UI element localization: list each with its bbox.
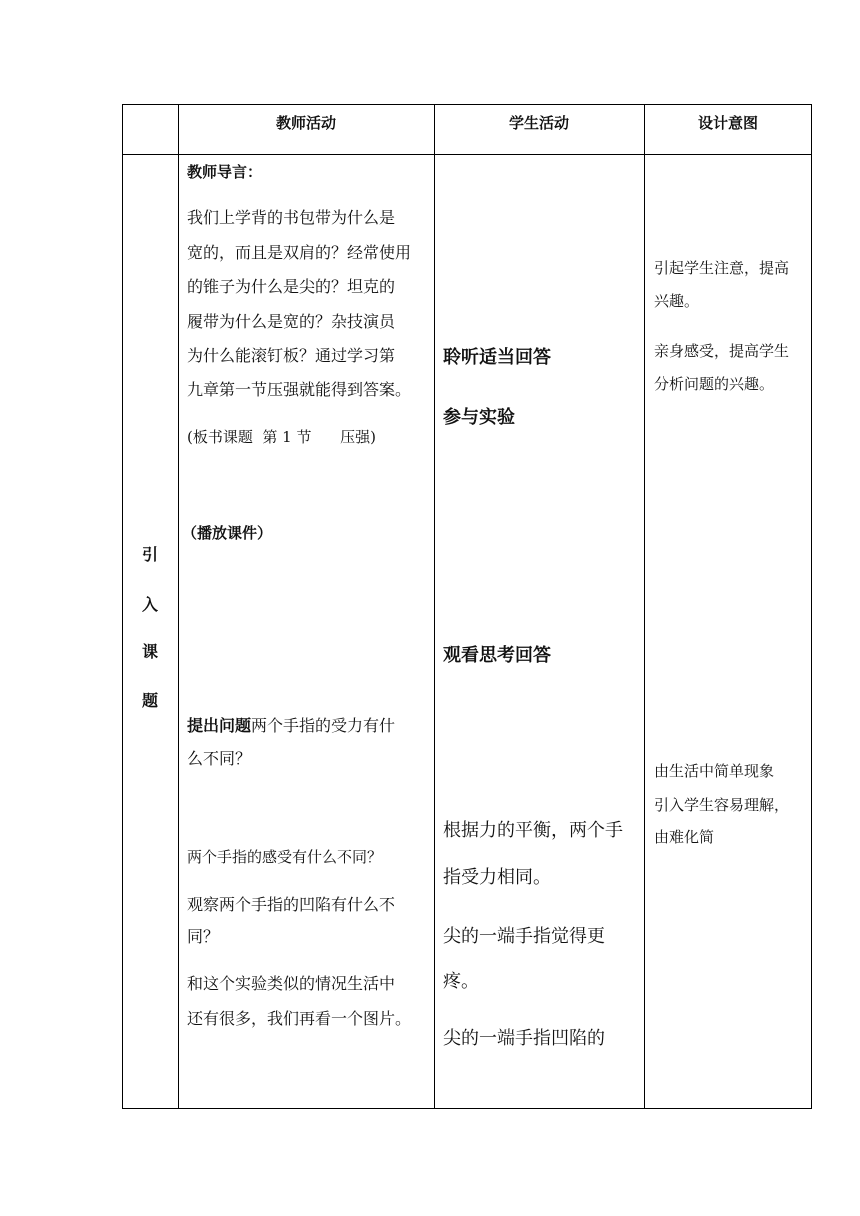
similar-text: 和这个实验类似的情况生活中 xyxy=(187,974,396,993)
column-divider xyxy=(178,104,179,1109)
intro-line: 为什么能滚钉板？通过学习第 xyxy=(187,346,396,365)
design-note: 引起学生注意，提高 xyxy=(654,259,790,277)
column-divider xyxy=(644,104,645,1109)
intro-line: 的锥子为什么是尖的？坦克的 xyxy=(187,277,396,296)
question-text: 两个手指的受力有什 xyxy=(251,716,396,735)
header-design: 设计意图 xyxy=(697,114,758,132)
intro-line: 履带为什么是宽的？杂技演员 xyxy=(187,312,396,331)
design-note: 兴趣。 xyxy=(654,292,700,310)
question-line xyxy=(187,709,395,743)
observe-question: 观察两个手指的凹陷有什么不 xyxy=(187,895,396,914)
design-note: 亲身感受，提高学生 xyxy=(654,342,790,360)
row-label-char: 入 xyxy=(141,595,158,614)
question-line-2: 么不同？ xyxy=(187,749,252,768)
student-answer: 尖的一端手指觉得更 xyxy=(443,926,605,947)
student-join: 参与实验 xyxy=(443,407,515,428)
student-answer: 疼。 xyxy=(443,971,479,992)
question-label: 提出问题 xyxy=(187,716,252,735)
design-note: 由难化简 xyxy=(654,828,715,846)
header-student: 学生活动 xyxy=(508,114,569,132)
play-courseware: （播放课件） xyxy=(182,524,273,542)
student-answer: 指受力相同。 xyxy=(443,867,551,888)
intro-line: 九章第一节压强就能得到答案。 xyxy=(187,380,412,399)
design-note: 由生活中简单现象 xyxy=(654,762,775,780)
intro-line: 我们上学背的书包带为什么是 xyxy=(187,208,396,227)
row-label-char: 题 xyxy=(141,691,158,710)
student-listen: 聆听适当回答 xyxy=(443,347,551,368)
similar-text-2: 还有很多，我们再看一个图片。 xyxy=(187,1009,412,1028)
student-answer: 尖的一端手指凹陷的 xyxy=(443,1028,605,1049)
intro-title: 教师导言： xyxy=(187,163,263,181)
observe-question-2: 同？ xyxy=(187,927,220,946)
board-title: (板书课题 第 1 节 压强) xyxy=(187,428,376,446)
row-label-char: 课 xyxy=(141,642,158,661)
feel-question: 两个手指的感受有什么不同？ xyxy=(187,848,383,866)
column-divider xyxy=(434,104,435,1109)
design-note: 引入学生容易理解， xyxy=(654,796,790,814)
row-label-char: 引 xyxy=(141,545,158,564)
student-answer: 根据力的平衡，两个手 xyxy=(443,820,623,841)
student-watch: 观看思考回答 xyxy=(443,645,551,666)
intro-line: 宽的，而且是双肩的？经常使用 xyxy=(187,243,412,262)
header-teacher: 教师活动 xyxy=(275,114,336,132)
design-note: 分析问题的兴趣。 xyxy=(654,375,775,393)
